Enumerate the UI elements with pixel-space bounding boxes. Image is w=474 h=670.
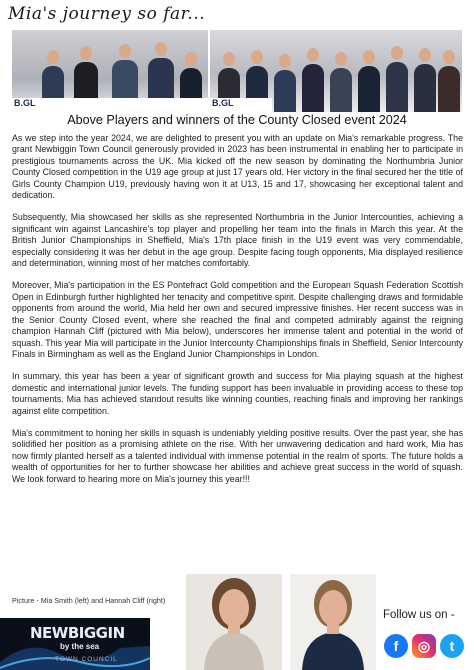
portrait-graphic [186,574,282,670]
facebook-glyph: f [393,638,399,654]
person-head [185,52,197,66]
paragraph: As we step into the year 2024, we are delighted to present you with an update on Mia's remarkable progress. The grant Newbiggin Town Council generously provided in 2023 has been instrumental in enabling her to participate in prestigious tournaments across the UK. Mia kicked off the new season by dominating the Northumbria Junior County Closed competition in the U19 age group at just 17 years old. Her victory in the final secured her the title of Girls County Champion U19, previously having won it at U13, 15 and 17, showcasing her exceptional talent and dedication. [12,133,463,201]
person-head [155,42,167,56]
players-photo-left [12,30,208,112]
person-head [47,50,59,64]
paragraph: In summary, this year has been a year of significant growth and success for Mia playing squash at the highest domestic and international junior levels. The funding support has been invaluable in providing access to these top tournaments. Mia has achieved standout results like winning counties, reaching finals and improving her rankings against elite competition. [12,371,463,416]
facebook-icon[interactable] [384,634,408,658]
person-figure [358,66,380,112]
person-head [223,52,235,66]
portrait-hannah-cliff [290,574,376,670]
instagram-glyph: ◎ [417,637,431,654]
person-head [119,44,131,58]
paragraph: Moreover, Mia's participation in the ES Pontefract Gold competition and the European Squash Federation Scottish Open in Edinburgh further highlighted her tenacity and competitive spirit. Despite challenging draws and formidable opponents from around the world, Mia held her own and secured impressive finishes. Her recent success was in the Senior County Closed event, where she reached the final and competed admirably against the reigning champion Hannah Cliff (pictured with Mia below), underscores her immense talent and potential in the world of squash. This year Mia will participate in the Junior Intercounty Championships finals in Sheffield, Senior Intercounty Finals in Birmingham as well as the England Junior Championships in London. [12,280,463,359]
article-body [12,133,463,496]
person-head [80,46,92,60]
twitter-icon[interactable] [440,634,464,658]
person-head [391,46,403,60]
twitter-glyph: t [449,638,455,654]
logo-council: TOWN COUNCIL [55,656,118,663]
person-head [251,50,263,64]
instagram-icon[interactable] [412,634,436,658]
portrait-mia-smith [186,574,282,670]
photo-caption: Above Players and winners of the County Closed event 2024 [67,113,407,127]
logo-sub: by the sea [60,642,100,651]
logo-name: NEWBIGGIN [30,624,125,642]
person-head [363,50,375,64]
person-figure [330,68,352,112]
person-head [307,48,319,62]
paragraph: Mia's commitment to honing her skills in squash is undeniably yielding positive results. Over the past year, she has solidified her position as a promising athlete on the rise. With her unwavering dedication and hard work, Mia has now firmly planted herself as a talented individual with immense potential in the realm of sports. The future holds a wealth of opportunities for her to further showcase her abilities and achieve great success in the world of squash. We look forward to hearing more on Mia's journey this year!!! [12,427,463,484]
person-figure [302,64,324,112]
picture-caption: Picture - Mia Smith (left) and Hannah Cliff (right) [12,596,166,605]
person-figure [386,62,408,112]
newbiggin-logo [0,618,150,670]
person-head [443,50,455,64]
header-band [0,0,474,30]
person-figure [274,70,296,112]
person-figure [438,66,460,112]
court-banner: B.GL [12,98,208,112]
person-figure [414,64,436,112]
person-head [335,52,347,66]
person-head [279,54,291,68]
court-banner: B.GL [210,98,272,112]
page-title: Mia's journey so far... [8,4,206,24]
follow-us-label: Follow us on - [383,609,455,621]
portrait-graphic [290,574,376,670]
players-photo-right [210,30,462,112]
person-head [419,48,431,62]
paragraph: Subsequently, Mia showcased her skills as she represented Northumbria in the Junior Intercounties, achieving a significant win against Lancashire's top player and propelling her team into the finals in March this year. At the British Junior Championships in Sheffield, Mia's 17th place finish in the U19 event was very commendable, especially considering it was her debut in the age group. Despite facing tough opponents, Mia displayed resilience and determination, winning most of her matches comfortably. [12,212,463,269]
